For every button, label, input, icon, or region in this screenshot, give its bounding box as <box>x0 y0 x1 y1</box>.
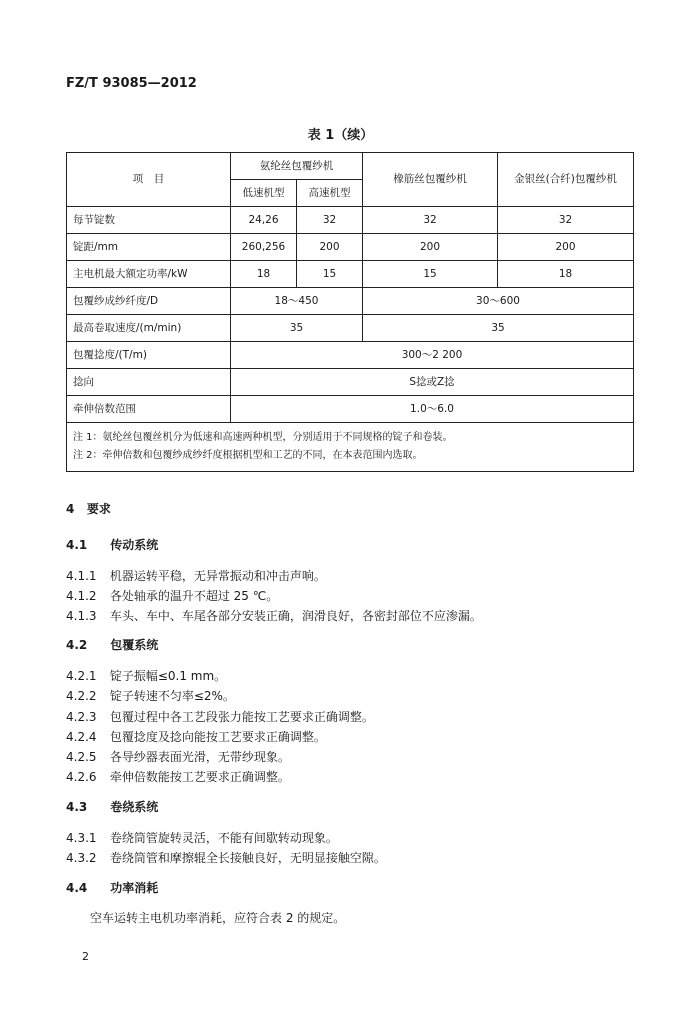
table-row <box>67 342 634 369</box>
clause <box>66 667 621 684</box>
clause-number: 4.3.1 <box>66 831 97 845</box>
page-number: 2 <box>82 950 89 963</box>
table-row <box>67 315 634 342</box>
clause-text: 各导纱器表面光滑，无带纱现象。 <box>109 750 290 764</box>
header-spandex-group: 氨纶丝包覆纱机 <box>231 153 363 180</box>
row-label: 牵伸倍数范围 <box>67 396 231 423</box>
clause <box>66 708 621 725</box>
subsection-number: 4.2 <box>66 638 88 652</box>
standard-code: FZ/T 93085—2012 <box>66 76 197 91</box>
table-notes-row <box>67 423 634 472</box>
subsection-number: 4.3 <box>66 800 88 814</box>
table-note: 注 2：牵伸倍数和包覆纱成纱纤度根据机型和工艺的不同，在本表范围内选取。 <box>73 450 423 461</box>
clause-text: 机器运转平稳，无异常振动和冲击声响。 <box>109 569 326 583</box>
cell-metallic: 18 <box>498 261 634 288</box>
clause <box>66 687 621 704</box>
clause-text: 各处轴承的温升不超过 25 ℃。 <box>109 589 279 603</box>
cell-rubber: 200 <box>363 234 498 261</box>
clause-number: 4.2.1 <box>66 669 97 683</box>
cell-low: 24,26 <box>231 207 297 234</box>
cell-all: S捻或Z捻 <box>231 369 634 396</box>
cell-high: 32 <box>297 207 363 234</box>
table-row <box>67 261 634 288</box>
table-notes <box>67 423 634 472</box>
cell-all: 300～2 200 <box>231 342 634 369</box>
subsection-title: 卷绕系统 <box>110 800 159 814</box>
clause-text: 车头、车中、车尾各部分安装正确，润滑良好，各密封部位不应渗漏。 <box>109 609 482 623</box>
clause-text: 锭子转速不匀率≤2%。 <box>109 689 235 703</box>
subsection-heading <box>66 636 621 653</box>
subsection-title: 功率消耗 <box>110 881 159 895</box>
section-title: 要求 <box>86 502 111 516</box>
clause-number: 4.1.3 <box>66 609 97 623</box>
subsection-title: 包覆系统 <box>110 638 159 652</box>
clause-number: 4.3.2 <box>66 851 97 865</box>
clause-text: 牵伸倍数能按工艺要求正确调整。 <box>109 770 290 784</box>
row-label: 主电机最大额定功率/kW <box>67 261 231 288</box>
clause-number: 4.1.2 <box>66 589 97 603</box>
clause <box>66 607 621 624</box>
paragraph: 空车运转主电机功率消耗，应符合表 2 的规定。 <box>90 911 346 925</box>
cell-spandex: 35 <box>231 315 363 342</box>
header-spandex-low: 低速机型 <box>231 180 297 207</box>
clause-text: 包覆过程中各工艺段张力能按工艺要求正确调整。 <box>109 710 374 724</box>
cell-low: 260,256 <box>231 234 297 261</box>
cell-high: 200 <box>297 234 363 261</box>
cell-metallic: 200 <box>498 234 634 261</box>
cell-low: 18 <box>231 261 297 288</box>
row-label: 每节锭数 <box>67 207 231 234</box>
clause <box>66 768 621 785</box>
table-row <box>67 396 634 423</box>
cell-rubber: 15 <box>363 261 498 288</box>
table-header-row <box>67 153 634 180</box>
table-caption: 表 1（续） <box>307 128 374 143</box>
subsection-heading <box>66 879 621 896</box>
cell-other: 30～600 <box>363 288 634 315</box>
clause <box>66 728 621 745</box>
table-note: 注 1：氨纶丝包覆丝机分为低速和高速两种机型，分别适用于不同规格的锭子和卷装。 <box>73 432 453 443</box>
subsection-number: 4.4 <box>66 881 88 895</box>
table-row <box>67 369 634 396</box>
clause <box>66 567 621 584</box>
table-row <box>67 234 634 261</box>
header-spandex-high: 高速机型 <box>297 180 363 207</box>
subsection-title: 传动系统 <box>110 538 159 552</box>
clause <box>66 587 621 604</box>
header-rubber: 橡筋丝包覆纱机 <box>363 153 498 207</box>
table-row <box>67 288 634 315</box>
clause-number: 4.2.2 <box>66 689 97 703</box>
clause <box>66 849 621 866</box>
clause-number: 4.1.1 <box>66 569 97 583</box>
row-label: 锭距/mm <box>67 234 231 261</box>
subsection-heading <box>66 798 621 815</box>
table-row <box>67 207 634 234</box>
clause-text: 包覆捻度及捻向能按工艺要求正确调整。 <box>109 730 326 744</box>
header-metallic: 金银丝(合纤)包覆纱机 <box>498 153 634 207</box>
clause <box>66 829 621 846</box>
clause-number: 4.2.6 <box>66 770 97 784</box>
clause-number: 4.2.5 <box>66 750 97 764</box>
cell-high: 15 <box>297 261 363 288</box>
spec-table <box>66 152 634 472</box>
cell-rubber: 32 <box>363 207 498 234</box>
subsection-number: 4.1 <box>66 538 88 552</box>
row-label: 捻向 <box>67 369 231 396</box>
row-label: 包覆捻度/(T/m) <box>67 342 231 369</box>
cell-spandex: 18～450 <box>231 288 363 315</box>
cell-all: 1.0～6.0 <box>231 396 634 423</box>
cell-metallic: 32 <box>498 207 634 234</box>
clause-number: 4.2.3 <box>66 710 97 724</box>
header-item: 项 目 <box>67 153 231 207</box>
clause-text: 锭子振幅≤0.1 mm。 <box>109 669 227 683</box>
row-label: 包覆纱成纱纤度/D <box>67 288 231 315</box>
clause-number: 4.2.4 <box>66 730 97 744</box>
section-heading <box>66 500 621 517</box>
section-number: 4 <box>66 502 75 516</box>
clause-text: 卷绕筒管旋转灵活，不能有间歇转动现象。 <box>109 831 338 845</box>
subsection-heading <box>66 536 621 553</box>
row-label: 最高卷取速度/(m/min) <box>67 315 231 342</box>
cell-other: 35 <box>363 315 634 342</box>
clause <box>66 748 621 765</box>
clause-text: 卷绕筒管和摩擦辊全长接触良好，无明显接触空隙。 <box>109 851 386 865</box>
